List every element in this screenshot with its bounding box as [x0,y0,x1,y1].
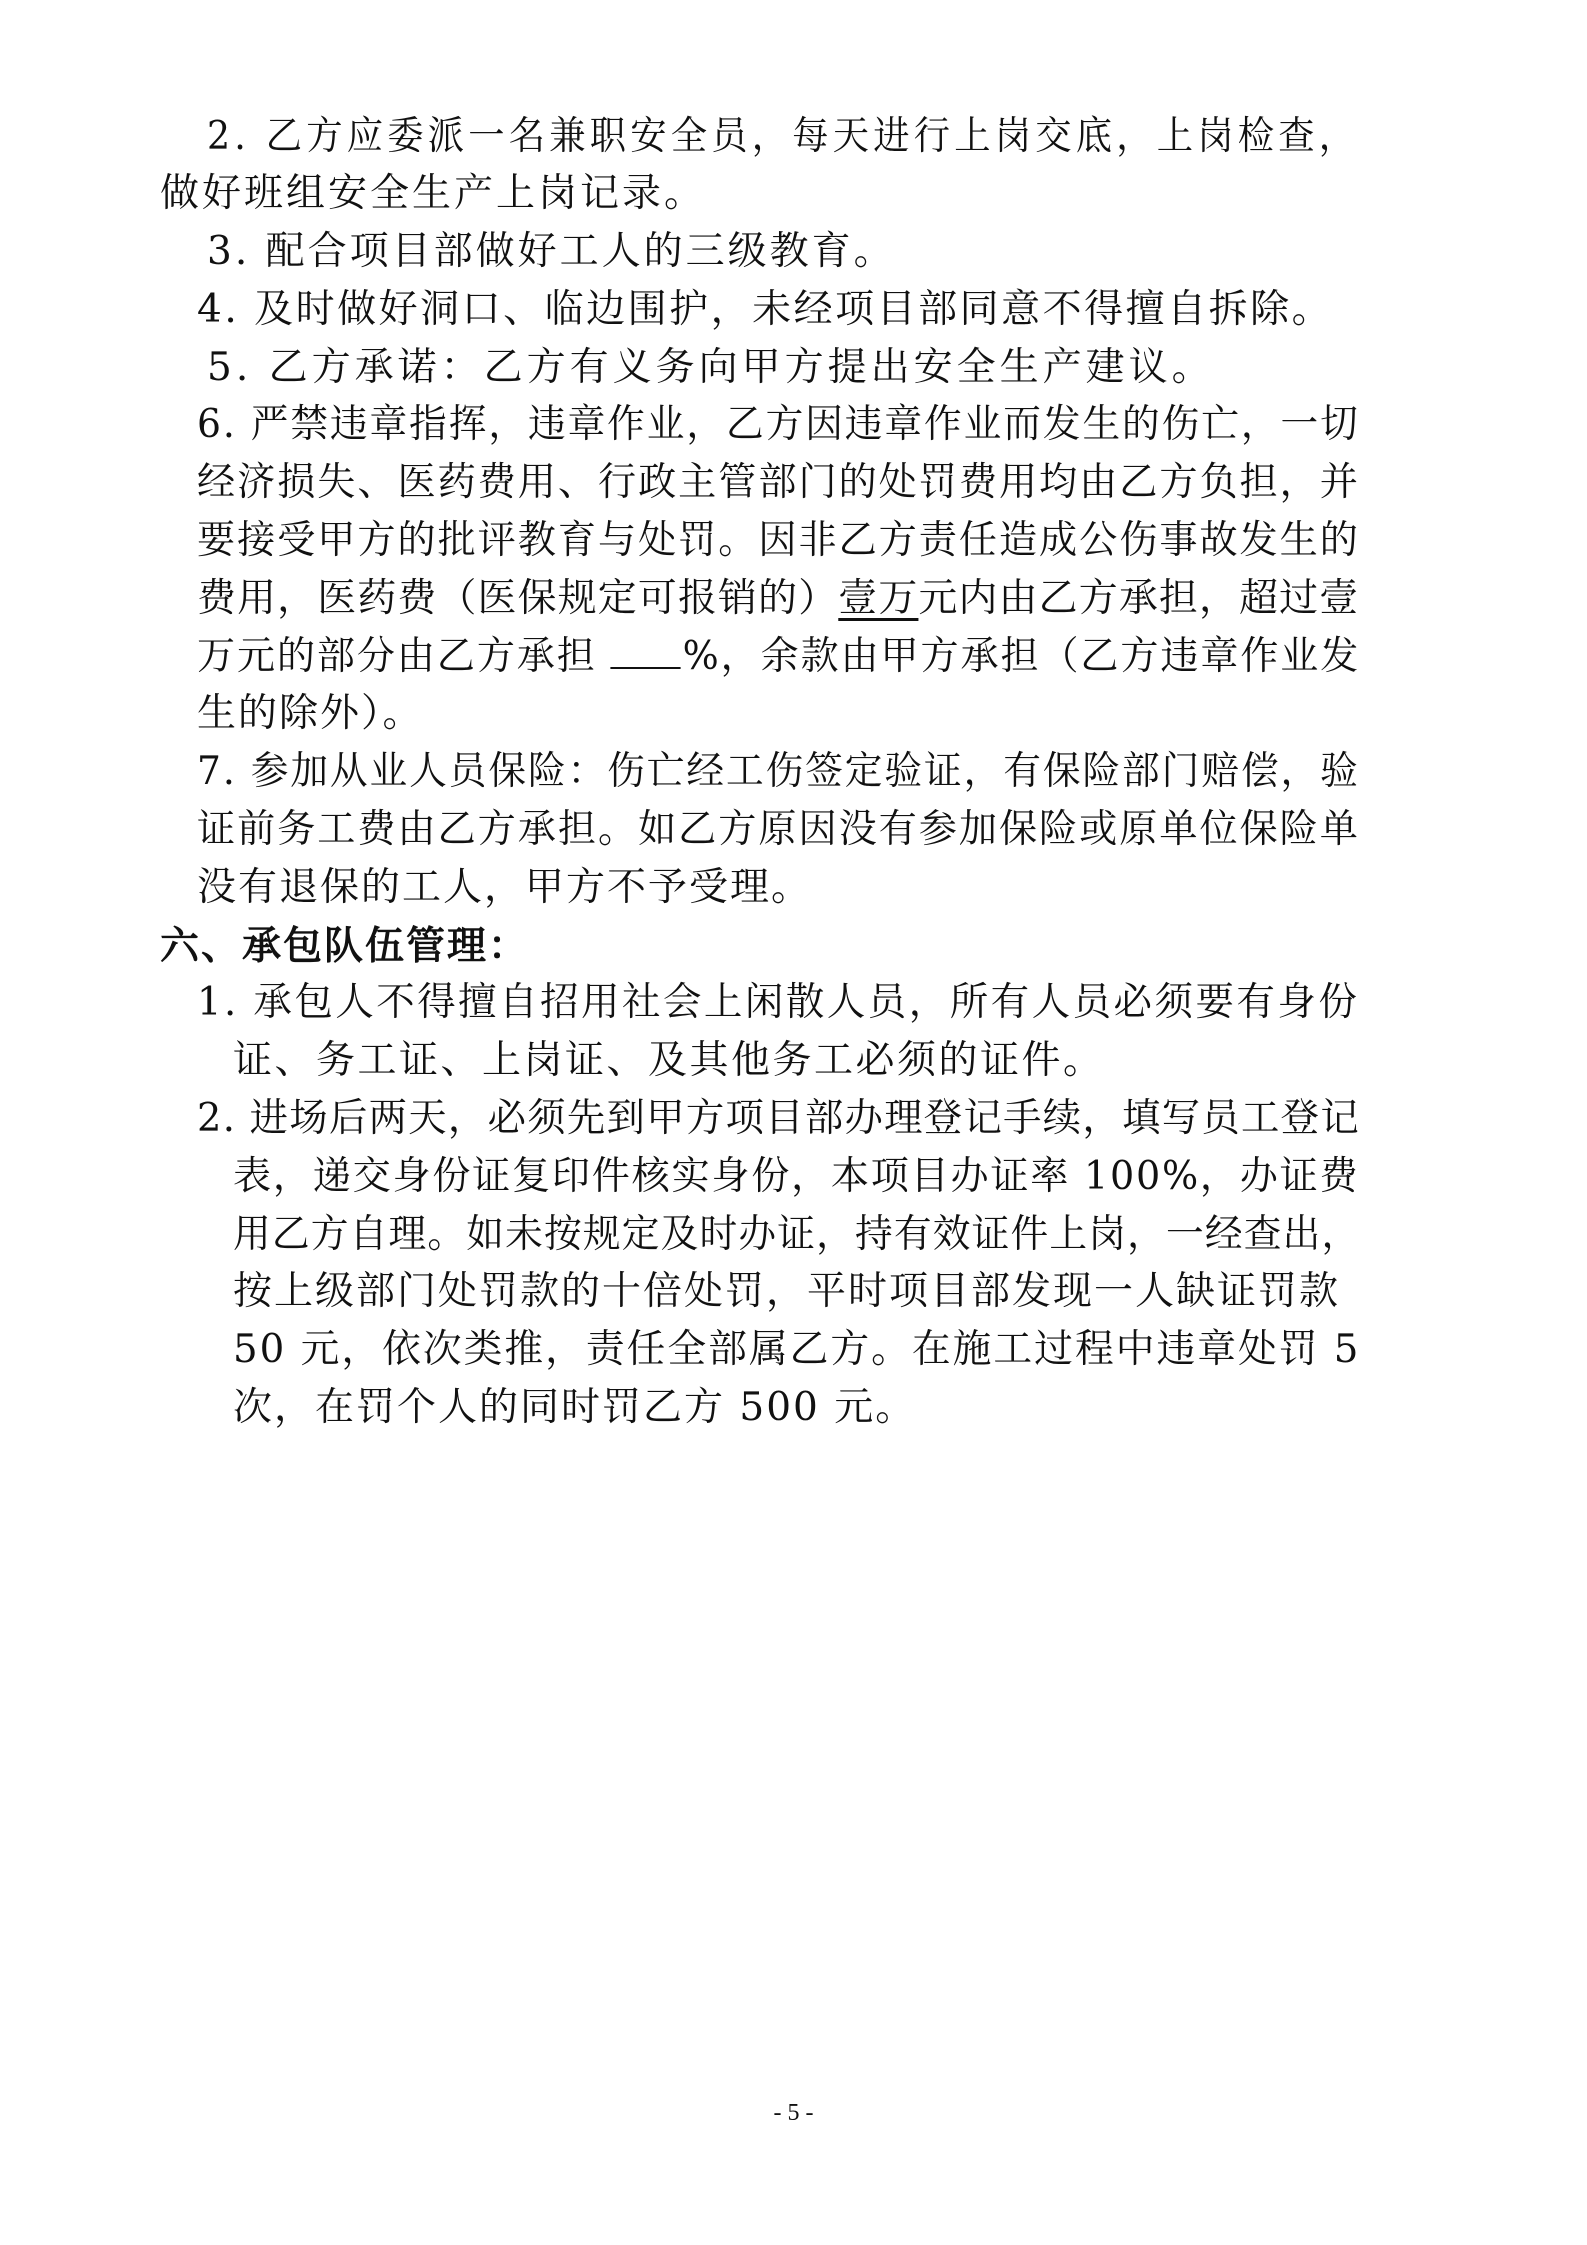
text-line: 2. 进场后两天，必须先到甲方项目部办理登记手续，填写员工登记 [197,1096,1361,1141]
text-segment: %，余款由甲方承担（乙方违章作业发 [682,634,1361,679]
text-line: 证前务工费由乙方承担。如乙方原因没有参加保险或原单位保险单 [197,807,1360,852]
text-line: 生的除外）。 [197,691,424,736]
text-line: 5. 乙方承诺：乙方有义务向甲方提出安全生产建议。 [207,345,1215,390]
text-line: 经济损失、医药费用、行政主管部门的处罚费用均由乙方负担，并 [197,460,1360,505]
fill-in-blank [610,633,680,669]
text-segment: 元内由乙方承担，超过壹 [918,576,1360,621]
text-line: 6. 严禁违章指挥，违章作业，乙方因违章作业而发生的伤亡，一切 [197,402,1360,447]
text-line: 按上级部门处罚款的十倍处罚，平时项目部发现一人缺证罚款 [233,1269,1341,1314]
text-line: 证、务工证、上岗证、及其他务工必须的证件。 [233,1038,1105,1083]
text-line: 没有退保的工人，甲方不予受理。 [197,865,813,910]
text-segment: 费用，医药费（医保规定可报销的） [197,576,839,621]
text-line [197,575,1359,623]
text-line: 4. 及时做好洞口、临边围护，未经项目部同意不得擅自拆除。 [197,287,1334,332]
text-line [197,633,1360,681]
underlined-amount: 壹万 [838,576,919,621]
text-line: 用乙方自理。如未按规定及时办证，持有效证件上岗，一经查出， [233,1212,1361,1257]
text-line: 要接受甲方的批评教育与处罚。因非乙方责任造成公伤事故发生的 [197,518,1360,563]
text-line: 1. 承包人不得擅自招用社会上闲散人员，所有人员必须要有身份 [197,980,1360,1025]
text-line: 次，在罚个人的同时罚乙方 500 元。 [233,1385,917,1430]
text-line: 7. 参加从业人员保险：伤亡经工伤签定验证，有保险部门赔偿，验 [197,749,1360,794]
page-number: - 5 - [773,2100,814,2126]
text-line: 3. 配合项目部做好工人的三级教育。 [207,229,896,274]
text-line: 做好班组安全生产上岗记录。 [160,171,707,216]
text-segment: 万元的部分由乙方承担 [197,634,597,679]
text-line: 2. 乙方应委派一名兼职安全员，每天进行上岗交底，上岗检查， [207,114,1360,159]
section-heading: 六、承包队伍管理： [160,923,530,969]
text-line: 表，递交身份证复印件核实身份，本项目办证率 100%，办证费 [233,1154,1360,1199]
text-line: 50 元，依次类推，责任全部属乙方。在施工过程中违章处罚 5 [233,1327,1361,1372]
